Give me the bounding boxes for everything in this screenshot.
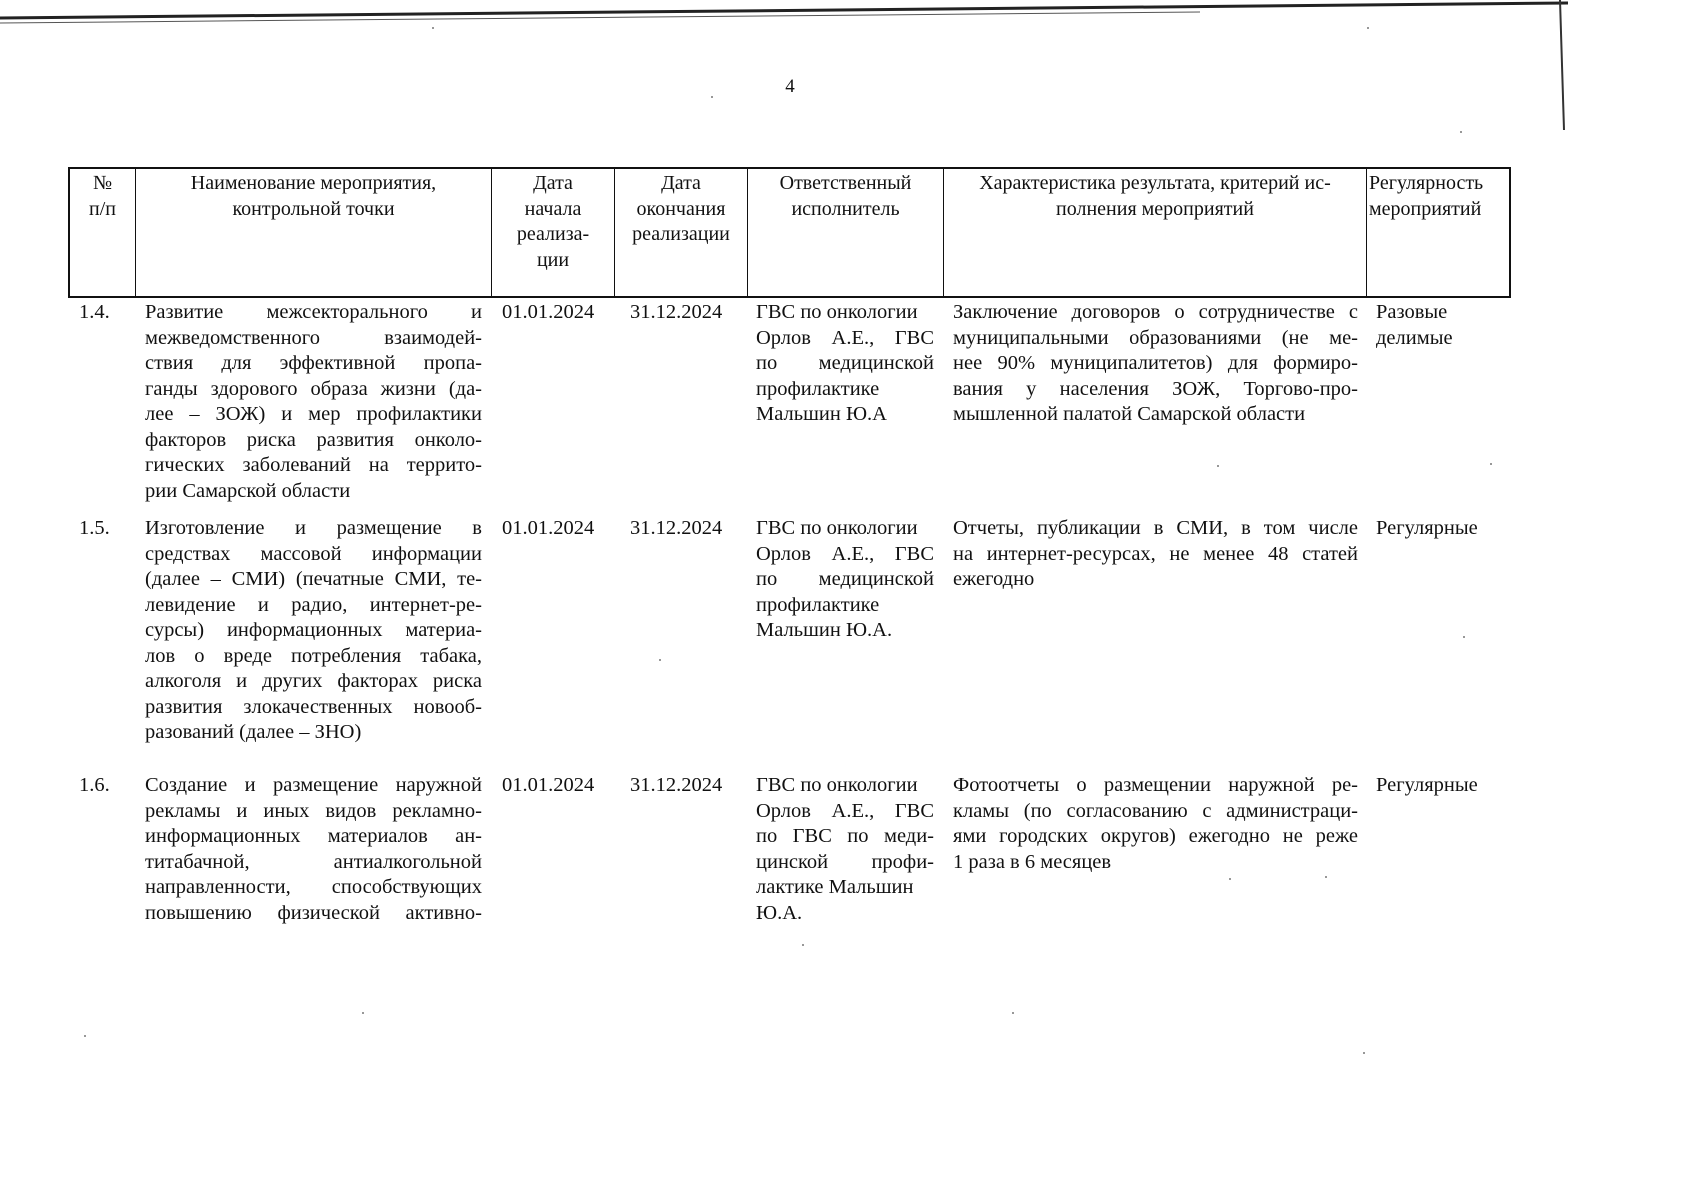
row-result-line: Отчеты, публикации в СМИ, в том числе xyxy=(953,517,1358,539)
row-result xyxy=(953,773,1358,875)
row-name-line: левидение и радио, интернет-ре- xyxy=(145,593,482,616)
scan-speck xyxy=(1012,1012,1014,1014)
row-resp-line: по медицинской xyxy=(756,568,934,590)
row-name-line: Создание и размещение наружной xyxy=(145,774,482,796)
scan-speck xyxy=(802,944,804,946)
row-number: 1.5. xyxy=(79,517,110,539)
scan-speck xyxy=(1460,131,1462,133)
row-name-line: развития злокачественных новооб- xyxy=(145,695,482,718)
scan-speck xyxy=(711,96,713,98)
header-num-line: № xyxy=(92,172,113,194)
row-name-line: алкоголя и других факторах риска xyxy=(145,670,482,692)
header-result xyxy=(944,171,1366,222)
header-start-line: Дата xyxy=(533,172,573,194)
scan-speck xyxy=(1463,636,1465,638)
row-result-line: ежегодно xyxy=(953,568,1035,590)
scan-speck xyxy=(432,27,434,29)
table-header xyxy=(68,167,1511,298)
header-end-date xyxy=(615,171,747,248)
header-result-line: полнения мероприятий xyxy=(1056,197,1254,220)
row-result-line: на интернет-ресурсах, не менее 48 статей xyxy=(953,542,1358,565)
row-regularity xyxy=(1376,300,1506,351)
row-name xyxy=(145,773,482,926)
row-name-line: информационных материалов ан- xyxy=(145,825,482,847)
scan-speck xyxy=(1217,465,1219,467)
scan-speck xyxy=(1363,1052,1365,1054)
header-end-line: реализации xyxy=(632,223,730,245)
row-result xyxy=(953,516,1358,593)
row-resp-line: ГВС по онкологии xyxy=(756,774,918,796)
row-name-line: сурсы) информационных материа- xyxy=(145,619,482,641)
row-resp-line: Орлов А.Е., ГВС xyxy=(756,326,934,349)
page-number: 4 xyxy=(785,76,795,97)
row-result xyxy=(953,300,1358,428)
row-resp-line: профилактике xyxy=(756,593,880,616)
header-regularity-line: мероприятий xyxy=(1369,197,1482,220)
row-resp-line: по медицинской xyxy=(756,352,934,374)
header-result-line: Характеристика результата, критерий ис- xyxy=(979,172,1331,194)
row-resp-line: профилактике xyxy=(756,377,880,400)
scan-speck xyxy=(659,659,661,661)
row-result-line: мышленной палатой Самарской области xyxy=(953,403,1306,425)
row-result-line: нее 90% муниципалитетов) для формиро- xyxy=(953,352,1358,374)
header-resp-line: исполнитель xyxy=(791,197,900,220)
row-resp-line: Орлов А.Е., ГВС xyxy=(756,799,934,822)
header-end-line: Дата xyxy=(661,172,701,194)
row-resp-line: цинской профи- xyxy=(756,850,934,873)
row-name-line: Изготовление и размещение в xyxy=(145,517,482,539)
row-resp-line: по ГВС по меди- xyxy=(756,825,934,847)
row-end-date: 31.12.2024 xyxy=(630,774,723,796)
header-start-line: реализа- xyxy=(516,223,590,245)
row-result-line: 1 раза в 6 месяцев xyxy=(953,850,1112,873)
row-result-line: муниципальными образованиями (не ме- xyxy=(953,326,1358,349)
header-regularity xyxy=(1367,171,1513,222)
row-name xyxy=(145,516,482,746)
row-responsible xyxy=(756,516,934,644)
row-responsible xyxy=(756,300,934,428)
row-regularity xyxy=(1376,516,1506,542)
scan-speck xyxy=(362,1012,364,1014)
row-name-line: рекламы и иных видов рекламно- xyxy=(145,799,482,822)
row-name-line: разований (далее – ЗНО) xyxy=(145,721,362,743)
row-resp-line: Орлов А.Е., ГВС xyxy=(756,542,934,565)
header-name-line: Наименование мероприятия, xyxy=(190,172,437,194)
header-regularity-line: Регулярность xyxy=(1369,172,1484,194)
row-resp-line: ГВС по онкологии xyxy=(756,301,918,323)
scan-border-artifact xyxy=(0,0,1568,26)
row-regularity-line: делимые xyxy=(1376,326,1453,349)
row-regularity-line: Регулярные xyxy=(1376,774,1478,796)
row-result-line: ями городских округов) ежегодно не реже xyxy=(953,825,1358,847)
row-result-line: Заключение договоров о сотрудничестве с xyxy=(953,301,1358,323)
row-responsible xyxy=(756,773,934,926)
row-name-line: повышению физической активно- xyxy=(145,901,482,924)
row-resp-line: лактике Мальшин xyxy=(756,876,914,898)
header-num-line: п/п xyxy=(89,197,116,220)
row-end-date: 31.12.2024 xyxy=(630,301,723,323)
row-resp-line: Мальшин Ю.А xyxy=(756,403,887,425)
row-start-date: 01.01.2024 xyxy=(502,517,595,539)
row-start-date: 01.01.2024 xyxy=(502,774,595,796)
row-regularity-line: Разовые xyxy=(1376,301,1448,323)
row-name-line: лов о вреде потребления табака, xyxy=(145,644,482,667)
row-regularity xyxy=(1376,773,1506,799)
row-number: 1.6. xyxy=(79,774,110,796)
row-name-line: ганды здорового образа жизни (да- xyxy=(145,377,482,400)
row-name-line: (далее – СМИ) (печатные СМИ, те- xyxy=(145,568,482,590)
row-name-line: рии Самарской области xyxy=(145,479,351,502)
row-number: 1.4. xyxy=(79,301,110,323)
row-resp-line: Ю.А. xyxy=(756,901,803,924)
row-result-line: Фотоотчеты о размещении наружной ре- xyxy=(953,774,1358,796)
row-name-line: титабачной, антиалкогольной xyxy=(145,850,482,873)
row-name-line: направленности, способствующих xyxy=(145,876,482,898)
scan-speck xyxy=(84,1035,86,1037)
scan-speck xyxy=(1367,27,1369,29)
row-name-line: ствия для эффективной пропа- xyxy=(145,352,482,374)
header-start-line: ции xyxy=(536,248,570,271)
row-name-line: факторов риска развития онколо- xyxy=(145,428,482,451)
row-resp-line: Мальшин Ю.А. xyxy=(756,619,893,641)
row-name xyxy=(145,300,482,504)
header-start-date xyxy=(492,171,614,273)
row-name-line: средствах массовой информации xyxy=(145,542,482,565)
row-name-line: Развитие межсекторального и xyxy=(145,301,482,323)
row-resp-line: ГВС по онкологии xyxy=(756,517,918,539)
header-name xyxy=(136,171,491,222)
header-start-line: начала xyxy=(524,197,582,220)
row-start-date: 01.01.2024 xyxy=(502,301,595,323)
scan-speck xyxy=(1229,878,1231,880)
row-name-line: лее – ЗОЖ) и мер профилактики xyxy=(145,403,482,425)
row-result-line: кламы (по согласованию с администраци- xyxy=(953,799,1358,822)
row-name-line: гических заболеваний на террито- xyxy=(145,454,482,476)
header-num xyxy=(70,171,135,222)
scan-speck xyxy=(1325,876,1327,878)
scan-edge-artifact xyxy=(1550,0,1568,140)
header-end-line: окончания xyxy=(636,197,726,220)
scan-speck xyxy=(1490,463,1492,465)
row-name-line: межведомственного взаимодей- xyxy=(145,326,482,349)
row-end-date: 31.12.2024 xyxy=(630,517,723,539)
row-result-line: вания у населения ЗОЖ, Торгово-про- xyxy=(953,377,1358,400)
row-regularity-line: Регулярные xyxy=(1376,517,1478,539)
header-name-line: контрольной точки xyxy=(232,197,395,220)
header-responsible xyxy=(748,171,943,222)
header-resp-line: Ответственный xyxy=(779,172,912,194)
